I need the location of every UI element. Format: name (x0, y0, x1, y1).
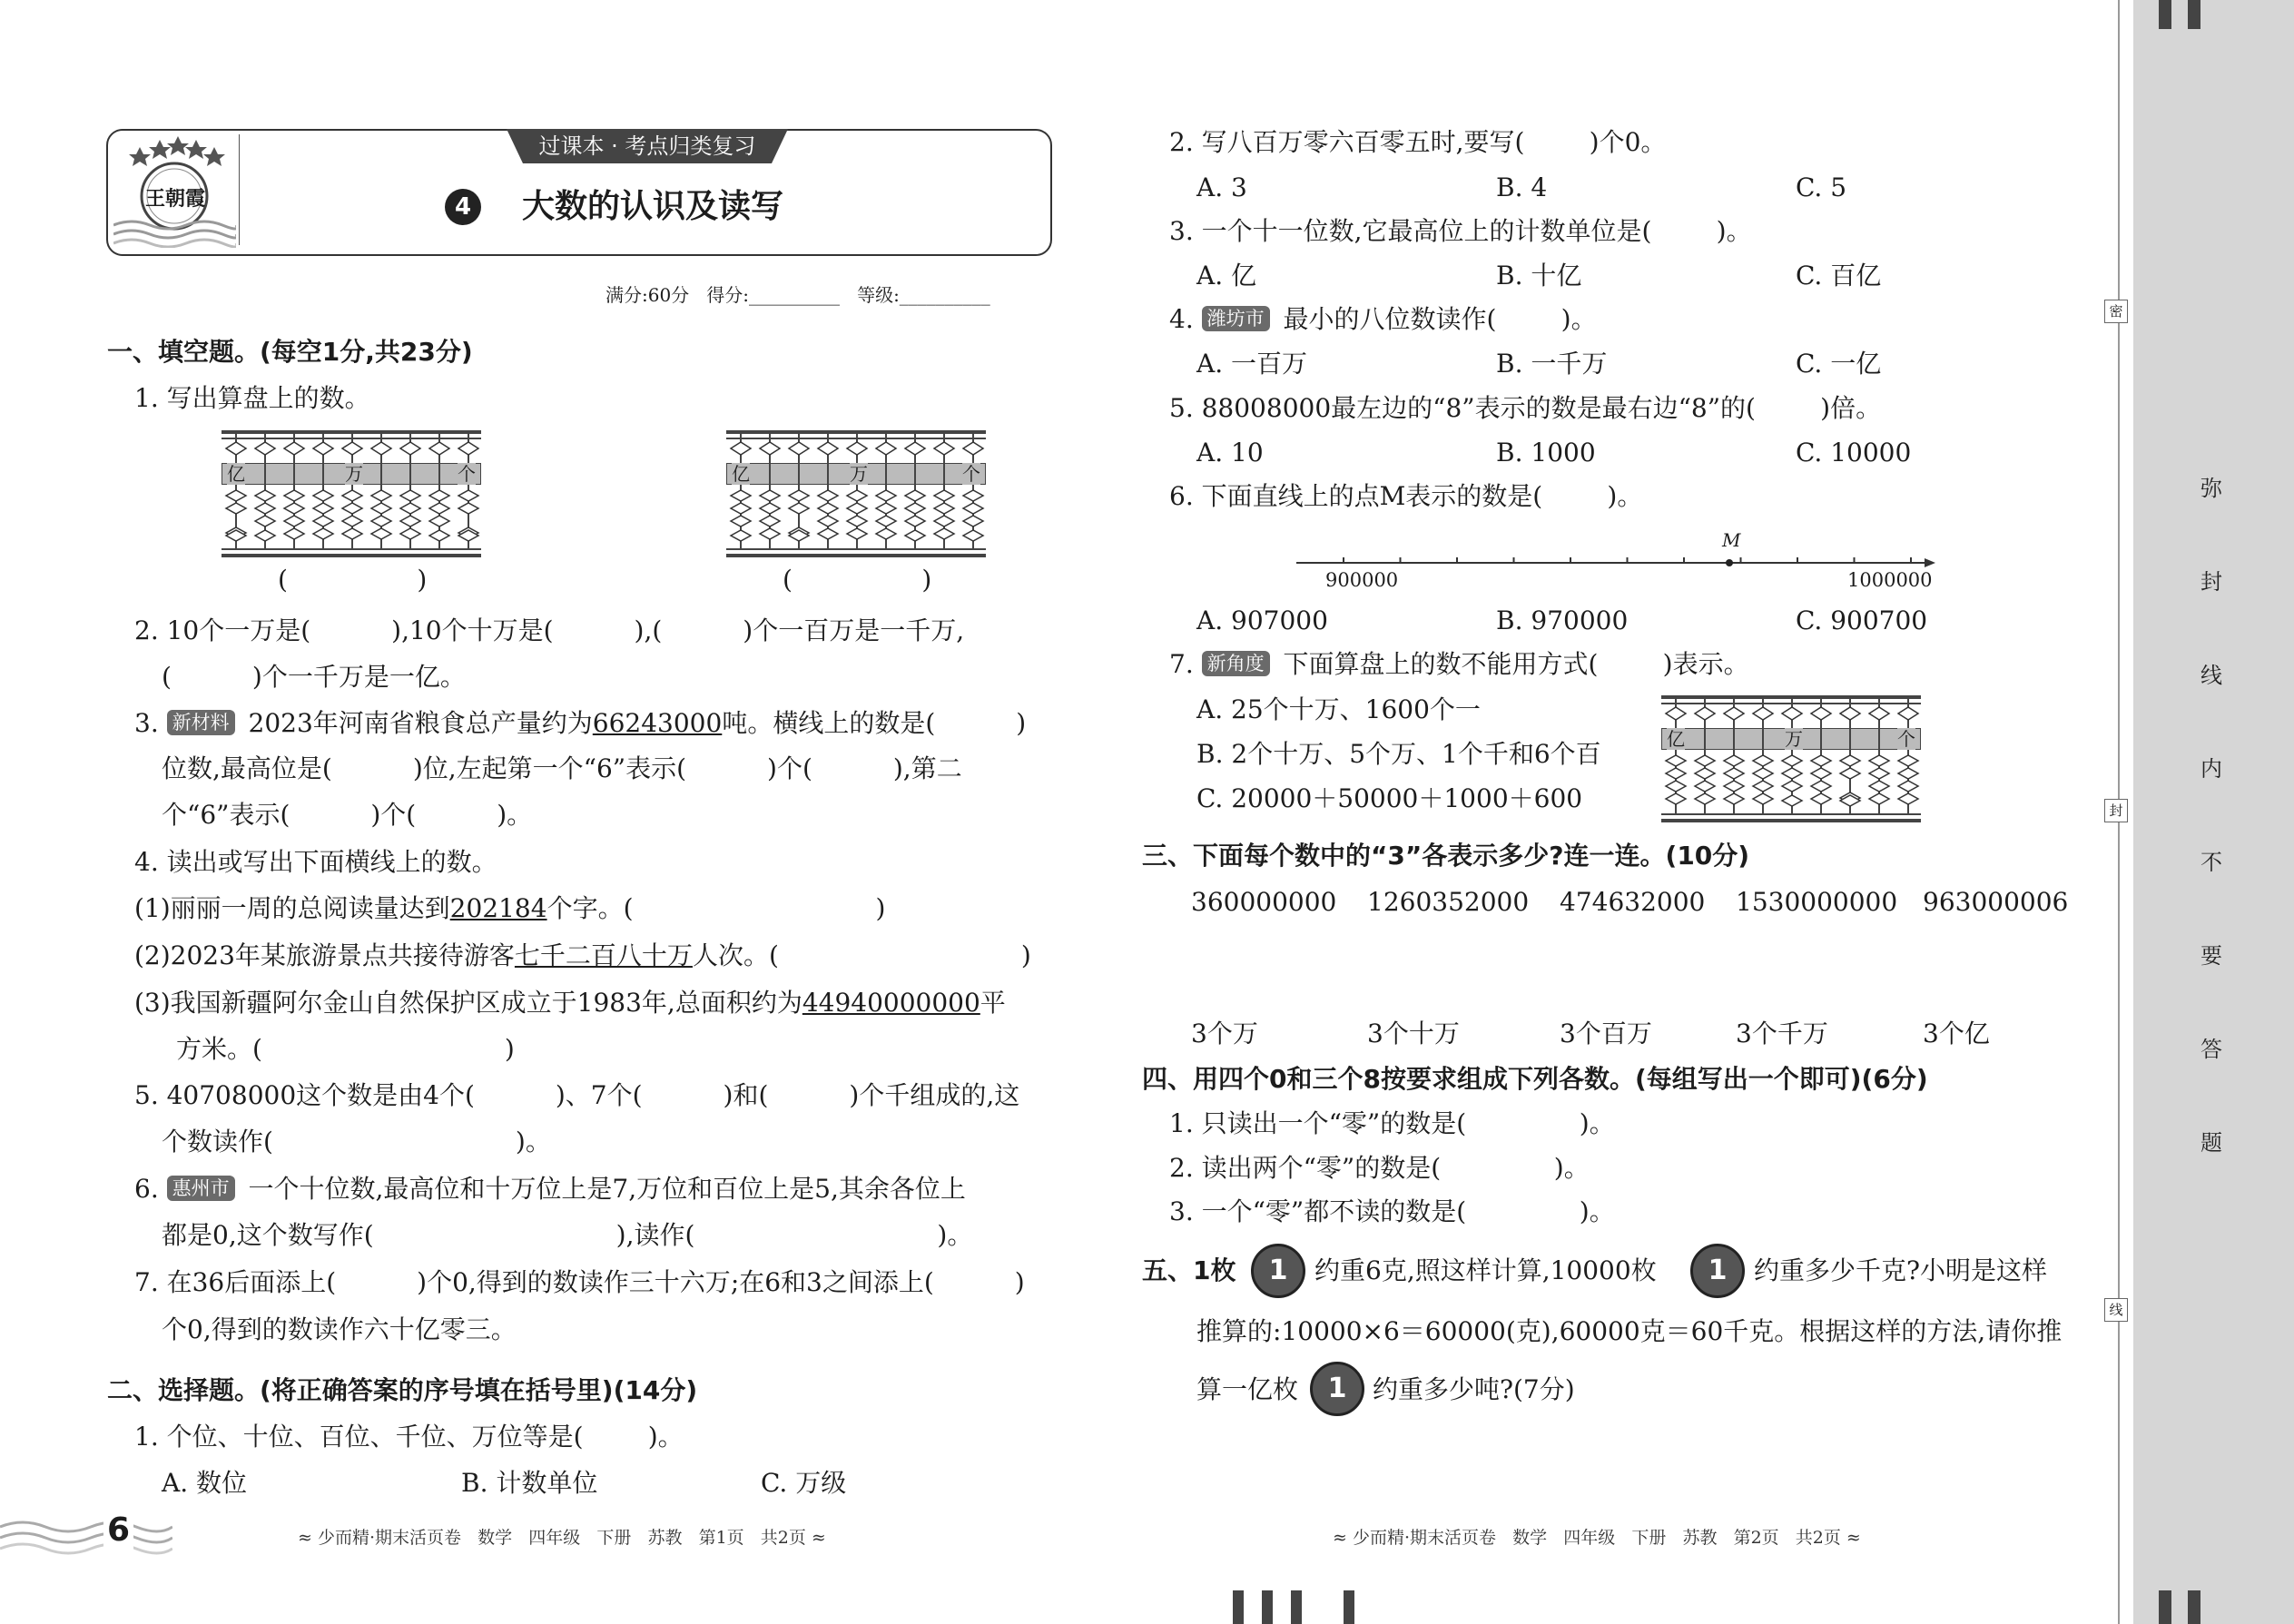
abacus-bead (1753, 755, 1773, 766)
s2-q7-opt-c[interactable]: C. 20000＋50000＋1000＋600 (1196, 783, 1583, 813)
abacus-bead (963, 516, 983, 527)
abacus-bead (371, 490, 391, 501)
abacus-1-label-wan: 万 (345, 463, 363, 485)
abacus-bead (1753, 768, 1773, 779)
abacus-bead (1695, 781, 1715, 792)
s1-title: 一、填空题。(每空1分,共23分) (107, 337, 473, 367)
abacus-3-label-wan: 万 (1785, 728, 1803, 750)
abacus-bead (226, 442, 246, 455)
abacus-bead (818, 503, 838, 514)
footer-wave-left (0, 1511, 172, 1556)
abacus-bead (1724, 793, 1744, 804)
s2-q4-opt-c[interactable]: C. 一亿 (1796, 349, 1882, 379)
abacus-bead (760, 516, 780, 527)
s3-unit-2[interactable]: 3个十万 (1367, 1019, 1460, 1048)
binding-text-5: 不 (2200, 850, 2222, 875)
s2-q5: 5. 88008000最左边的“8”表示的数是最右边“8”的( )倍。 (1169, 393, 1882, 423)
header-logo (113, 134, 236, 248)
binding-box-feng: 封 (2104, 799, 2128, 822)
title-number-badge (445, 189, 481, 225)
abacus-bead (255, 503, 275, 514)
abacus-bead (1753, 781, 1773, 792)
s2-q1-opt-c[interactable]: C. 万级 (761, 1468, 847, 1498)
abacus-bead (313, 490, 333, 501)
abacus-bead (818, 528, 838, 539)
s5-a2: 约重多少千克?小明是这样 (1754, 1255, 2048, 1285)
s3-unit-5[interactable]: 3个亿 (1923, 1019, 1990, 1048)
s2-q6-opt-c[interactable]: C. 900700 (1796, 605, 1928, 635)
reg-mark (2188, 1590, 2200, 1624)
abacus-bead (934, 503, 954, 514)
abacus-bead (1811, 781, 1831, 792)
abacus-bead (1666, 793, 1686, 804)
abacus-2 (726, 430, 986, 557)
abacus-bead (284, 442, 304, 455)
title-number: 4 (454, 193, 472, 221)
abacus-bead (429, 530, 449, 541)
binding-box-xian: 线 (2104, 1298, 2128, 1322)
abacus-bead (876, 503, 896, 514)
abacus-bead (760, 503, 780, 514)
abacus-bead (1898, 793, 1918, 804)
s5-b: 推算的:10000×6＝60000(克),60000克＝60千克。根据这样的方法,请你推 (1196, 1316, 2063, 1346)
abacus-bead (963, 442, 983, 455)
s1-q6b: 都是0,这个数写作( ),读作( )。 (162, 1220, 973, 1250)
s5-head: 五、1枚 (1142, 1255, 1236, 1285)
s2-q1: 1. 个位、十位、百位、千位、万位等是( )。 (134, 1422, 684, 1452)
footer-right: ≈ 少而精·期末活页卷 数学 四年级 下册 苏教 第2页 共2页 ≈ (1333, 1528, 1861, 1548)
footer-left: ≈ 少而精·期末活页卷 数学 四年级 下册 苏教 第1页 共2页 ≈ (298, 1528, 826, 1548)
abacus-bead (458, 490, 478, 501)
reg-mark (2188, 0, 2200, 29)
s1-q4-3: (3)我国新疆阿尔金山自然保护区成立于1983年,总面积约为44940000000平 (134, 988, 1006, 1018)
abacus-bead (371, 503, 391, 514)
s1-q3b: 位数,最高位是( )位,左起第一个“6”表示( )个( ),第二 (162, 753, 962, 783)
abacus-bead (1782, 781, 1802, 792)
s3-num-5[interactable]: 963000006 (1923, 887, 2069, 917)
s2-q3-opt-b[interactable]: B. 十亿 (1496, 261, 1582, 290)
abacus-bead (1666, 755, 1686, 766)
abacus-3-label-ge: 个 (1897, 728, 1915, 750)
s1-q6a: 6. 惠州市 一个十位数,最高位和十万位上是7,万位和百位上是5,其余各位上 (134, 1174, 966, 1204)
abacus-bead (847, 516, 867, 527)
nl-label-m: M (1722, 529, 1741, 551)
abacus-beads (726, 430, 986, 557)
abacus-bead (789, 503, 809, 514)
s1-q2b: ( )个一千万是一亿。 (162, 662, 466, 692)
s1-q4: 4. 读出或写出下面横线上的数。 (134, 847, 497, 877)
s1-q7b: 个0,得到的数读作六十亿零三。 (162, 1314, 517, 1344)
abacus-bead (342, 490, 362, 501)
abacus-bead (1782, 768, 1802, 779)
abacus-bead (429, 516, 449, 527)
abacus-bead (342, 503, 362, 514)
binding-text-6: 要 (2200, 943, 2222, 969)
abacus-bead (429, 490, 449, 501)
abacus-bead (1724, 768, 1744, 779)
s1-q7a: 7. 在36后面添上( )个0,得到的数读作三十六万;在6和3之间添上( ) (134, 1267, 1025, 1297)
s2-q4-opt-a[interactable]: A. 一百万 (1196, 349, 1308, 379)
nl-label-left: 900000 (1325, 569, 1399, 591)
s1-q3a: 3. 新材料 2023年河南省粮食总产量约为66243000吨。横线上的数是( ) (134, 708, 1027, 738)
abacus-bead (1898, 768, 1918, 779)
abacus-1-label-yi: 亿 (227, 463, 245, 485)
abacus-bead (963, 530, 983, 541)
abacus-bead (876, 490, 896, 501)
abacus-bead (760, 442, 780, 455)
s4-q1: 1. 只读出一个“零”的数是( )。 (1169, 1108, 1615, 1138)
abacus-bead (760, 528, 780, 539)
abacus-bead (1869, 793, 1889, 804)
abacus-bead (400, 528, 420, 539)
abacus-2-answer[interactable]: ( ) (783, 565, 932, 595)
abacus-bead (284, 528, 304, 539)
coin-icon-1: 1 (1251, 1244, 1305, 1298)
abacus-bead (1898, 781, 1918, 792)
abacus-bead (1869, 755, 1889, 766)
abacus-bead (313, 442, 333, 455)
s2-q3-opt-c[interactable]: C. 百亿 (1796, 261, 1882, 290)
abacus-bead (1811, 707, 1831, 720)
abacus-bead (1840, 707, 1860, 720)
abacus-bead (1695, 755, 1715, 766)
abacus-bead (905, 490, 925, 501)
reg-mark (2159, 0, 2171, 29)
tag-new-material: 新材料 (167, 710, 235, 735)
abacus-bead (1695, 707, 1715, 720)
banner-text: 过课本 · 考点归类复习 (538, 133, 756, 159)
abacus-bead (731, 503, 751, 514)
abacus-bead (1869, 781, 1889, 792)
abacus-bead (1724, 781, 1744, 792)
abacus-bead (284, 503, 304, 514)
binding-text-1: 弥 (2200, 476, 2222, 501)
abacus-bead (284, 490, 304, 501)
abacus-bead (371, 516, 391, 527)
page-title: 大数的认识及读写 (522, 188, 784, 225)
abacus-bead (255, 442, 275, 455)
abacus-bead (1898, 755, 1918, 766)
abacus-bead (847, 442, 867, 455)
abacus-2-label-wan: 万 (850, 463, 868, 485)
s2-q6: 6. 下面直线上的点M表示的数是( )。 (1169, 481, 1643, 511)
abacus-bead (963, 503, 983, 514)
reg-mark (1291, 1590, 1302, 1624)
abacus-bead (226, 503, 246, 514)
abacus-bead (1695, 793, 1715, 804)
abacus-bead (400, 442, 420, 455)
s2-q6-opt-a[interactable]: A. 907000 (1196, 605, 1328, 635)
abacus-bead (1898, 707, 1918, 720)
s2-q2-opt-c[interactable]: C. 5 (1796, 172, 1847, 202)
s2-q5-opt-a[interactable]: A. 10 (1196, 438, 1264, 468)
abacus-bead (1753, 793, 1773, 804)
abacus-bead (429, 442, 449, 455)
abacus-1-label-ge: 个 (458, 463, 476, 485)
nl-label-right: 1000000 (1847, 569, 1933, 591)
abacus-bead (1666, 781, 1686, 792)
s2-q7-opt-a[interactable]: A. 25个十万、1600个一 (1196, 694, 1481, 724)
abacus-bead (760, 490, 780, 501)
abacus-bead (371, 442, 391, 455)
s1-q4-2: (2)2023年某旅游景点共接待游客七千二百八十万人次。( ) (134, 940, 1031, 970)
abacus-bead (284, 516, 304, 527)
s2-q5-opt-b[interactable]: B. 1000 (1496, 438, 1596, 468)
abacus-bead (400, 516, 420, 527)
s3-num-1[interactable]: 360000000 (1191, 887, 1337, 917)
s3-unit-1[interactable]: 3个万 (1191, 1019, 1258, 1048)
abacus-bead (226, 490, 246, 501)
tag-huizhou: 惠州市 (167, 1176, 235, 1201)
binding-text-8: 题 (2200, 1130, 2222, 1156)
abacus-beads (222, 430, 481, 557)
reg-mark (1233, 1590, 1244, 1624)
reg-mark (1344, 1590, 1354, 1624)
point-m (1726, 559, 1733, 566)
s3-num-3[interactable]: 474632000 (1560, 887, 1706, 917)
abacus-3 (1661, 695, 1921, 822)
abacus-bead (934, 442, 954, 455)
s1-q5b: 个数读作( )。 (162, 1127, 551, 1156)
abacus-bead (789, 442, 809, 455)
abacus-bead (313, 516, 333, 527)
abacus-bead (1811, 768, 1831, 779)
abacus-bead (1840, 755, 1860, 766)
abacus-bead (1782, 755, 1802, 766)
s2-q1-opt-a[interactable]: A. 数位 (162, 1468, 248, 1498)
abacus-bead (1869, 768, 1889, 779)
abacus-bead (847, 490, 867, 501)
s1-q3c: 个“6”表示( )个( )。 (162, 800, 533, 830)
abacus-bead (400, 503, 420, 514)
abacus-bead (847, 503, 867, 514)
abacus-bead (1724, 755, 1744, 766)
abacus-bead (905, 442, 925, 455)
abacus-bead (458, 503, 478, 514)
abacus-bead (1782, 707, 1802, 720)
page-number: 6 (103, 1511, 133, 1550)
reg-mark (1262, 1590, 1273, 1624)
s2-q7: 7. 新角度 下面算盘上的数不能用方式( )表示。 (1169, 649, 1749, 679)
s2-q5-opt-c[interactable]: C. 10000 (1796, 438, 1912, 468)
abacus-bead (313, 528, 333, 539)
s5-c1: 算一亿枚 (1196, 1374, 1299, 1404)
s4-q3: 3. 一个“零”都不读的数是( )。 (1169, 1196, 1615, 1226)
abacus-bead (963, 490, 983, 501)
abacus-bead (818, 516, 838, 527)
binding-text-3: 线 (2200, 663, 2222, 688)
abacus-bead (905, 516, 925, 527)
logo-stars-icon (129, 136, 225, 166)
s2-q3-opt-a[interactable]: A. 亿 (1196, 261, 1257, 290)
coin-icon-3: 1 (1310, 1362, 1364, 1416)
abacus-bead (313, 503, 333, 514)
s4-title: 四、用四个0和三个8按要求组成下列各数。(每组写出一个即可)(6分) (1142, 1064, 1928, 1094)
s2-q2-opt-b[interactable]: B. 4 (1496, 172, 1548, 202)
s2-title: 二、选择题。(将正确答案的序号填在括号里)(14分) (107, 1375, 698, 1405)
abacus-bead (342, 516, 362, 527)
abacus-3-label-yi: 亿 (1667, 728, 1685, 750)
abacus-bead (1666, 768, 1686, 779)
binding-strip (2133, 0, 2294, 1624)
abacus-bead (1753, 707, 1773, 720)
abacus-1 (222, 430, 481, 557)
abacus-bead (255, 530, 275, 541)
s2-q7-opt-b[interactable]: B. 2个十万、5个万、1个千和6个百 (1196, 739, 1601, 769)
abacus-bead (1811, 755, 1831, 766)
abacus-bead (731, 490, 751, 501)
abacus-bead (818, 442, 838, 455)
s1-q5a: 5. 40708000这个数是由4个( )、7个( )和( )个千组成的,这 (134, 1080, 1020, 1110)
abacus-bead (458, 442, 478, 455)
abacus-bead (1869, 707, 1889, 720)
abacus-bead (905, 503, 925, 514)
abacus-bead (934, 490, 954, 501)
abacus-bead (905, 530, 925, 541)
abacus-bead (400, 490, 420, 501)
abacus-bead (255, 490, 275, 501)
s2-q3: 3. 一个十一位数,它最高位上的计数单位是( )。 (1169, 216, 1752, 246)
abacus-bead (429, 503, 449, 514)
abacus-bead (371, 528, 391, 539)
abacus-bead (731, 516, 751, 527)
s2-q4-opt-b[interactable]: B. 一千万 (1496, 349, 1608, 379)
abacus-bead (342, 528, 362, 539)
abacus-bead (1695, 768, 1715, 779)
abacus-bead (847, 528, 867, 539)
s1-q4-1: (1)丽丽一周的总阅读量达到202184个字。( ) (134, 893, 886, 923)
s2-q4: 4. 潍坊市 最小的八位数读作( )。 (1169, 304, 1597, 334)
abacus-bead (1724, 707, 1744, 720)
score-line: 满分:60分 得分:__________ 等级:__________ (605, 284, 990, 306)
abacus-bead (1666, 707, 1686, 720)
abacus-2-label-ge: 个 (962, 463, 980, 485)
coin-icon-2: 1 (1690, 1244, 1745, 1298)
abacus-bead (1782, 795, 1802, 806)
s2-q1-opt-b[interactable]: B. 计数单位 (461, 1468, 598, 1498)
abacus-bead (934, 516, 954, 527)
abacus-bead (731, 442, 751, 455)
s5-c2: 约重多少吨?(7分) (1373, 1374, 1575, 1404)
binding-text-4: 内 (2200, 756, 2222, 782)
abacus-bead (876, 528, 896, 539)
s3-unit-4[interactable]: 3个千万 (1736, 1019, 1828, 1048)
s1-q1: 1. 写出算盘上的数。 (134, 383, 370, 413)
logo-text: 王朝霞 (144, 187, 205, 211)
abacus-2-label-yi: 亿 (732, 463, 750, 485)
tag-weifang: 潍坊市 (1202, 306, 1270, 331)
s5-a1: 约重6克,照这样计算,10000枚 (1314, 1255, 1657, 1285)
abacus-bead (731, 530, 751, 541)
s2-q2: 2. 写八百万零六百零五时,要写( )个0。 (1169, 127, 1667, 157)
s2-q6-opt-b[interactable]: B. 970000 (1496, 605, 1629, 635)
abacus-bead (818, 490, 838, 501)
abacus-1-answer[interactable]: ( ) (278, 565, 428, 595)
abacus-bead (876, 442, 896, 455)
abacus-bead (255, 516, 275, 527)
binding-text-7: 答 (2200, 1037, 2222, 1062)
s3-title: 三、下面每个数中的“3”各表示多少?连一连。(10分) (1142, 841, 1750, 871)
abacus-bead (1811, 793, 1831, 804)
tag-new-angle: 新角度 (1202, 651, 1270, 676)
reg-mark (2159, 1590, 2171, 1624)
abacus-bead (1840, 768, 1860, 779)
s1-q2a: 2. 10个一万是( ),10个十万是( ),( )个一百万是一千万, (134, 615, 965, 645)
binding-text-2: 封 (2200, 569, 2222, 595)
header-logo-divider (239, 134, 240, 245)
s3-unit-3[interactable]: 3个百万 (1560, 1019, 1652, 1048)
abacus-beads (1661, 695, 1921, 822)
binding-box-mi: 密 (2104, 300, 2128, 323)
abacus-bead (789, 490, 809, 501)
s1-q4-3b: 方米。( ) (176, 1034, 515, 1064)
s3-num-2[interactable]: 1260352000 (1367, 887, 1530, 917)
s2-q2-opt-a[interactable]: A. 3 (1196, 172, 1247, 202)
abacus-bead (876, 516, 896, 527)
abacus-bead (934, 528, 954, 539)
s3-num-4[interactable]: 1530000000 (1736, 887, 1898, 917)
s4-q2: 2. 读出两个“零”的数是( )。 (1169, 1153, 1590, 1183)
abacus-bead (342, 442, 362, 455)
